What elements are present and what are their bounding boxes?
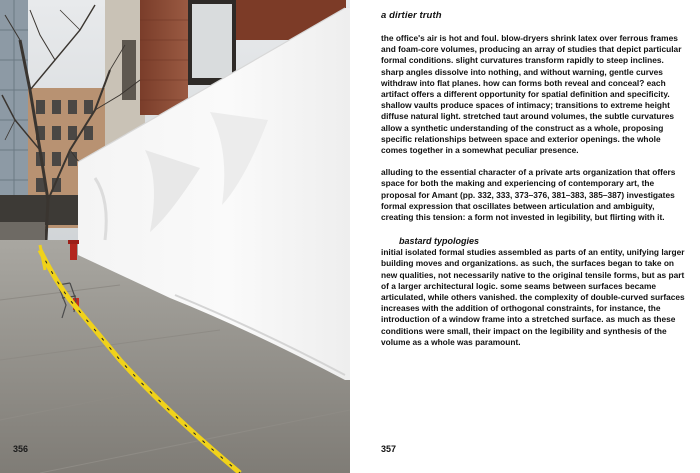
section-heading: a dirtier truth [381, 10, 442, 21]
page-number-left: 356 [13, 444, 29, 454]
window-reflection [192, 4, 232, 78]
text-column [381, 10, 686, 348]
stone-window [122, 40, 136, 100]
brick-facade [140, 0, 188, 115]
subsection-heading: bastard typologies [399, 236, 480, 247]
paragraph-1: the office's air is hot and foul. blow-dryers shrink latex over ferrous frames and foam-core volumes, producing an array of studies that depict particular formal conditions. slight curvatures transform rapidly to steep inclines. sharp angles dissolve into nothing, and without warning, gentle curves withdraw into flat planes. how can forms both reveal and conceal? each artifact offers a different opportunity for spatial definition and specificity. shallow vaults produce spaces of intimacy; transitions to extreme height diffuse natural light. stretched taut around volumes, the subtle curvatures allow a synthetic understanding of the construct as a whole, proposing specific relationships between space and exterior openings. the whole comes together in a somewhat peculiar presence. [381, 33, 682, 156]
paragraph-2: alluding to the essential character of a private arts organization that offers space for both the making and experiencing of contemporary art, the proposal for Amant (pp. 332, 333, 373–376, 381–383, 385–387) investigates formal expression that oscillates between articulation and ambiguity, creating this tension: a form not invested in legibility, but flirting with it. [381, 167, 676, 223]
page-number-right: 357 [381, 444, 397, 454]
street [0, 222, 45, 240]
storefront [0, 195, 80, 225]
paragraph-3: initial isolated formal studies assembled as parts of an entity, unifying larger building moves and organizations. as such, the surfaces began to take on new qualities, not necessarily native to the original tensile forms, but as part of a larger architectural logic. some seams between surfaces became articulated, while others vanished. the complexity of double-curved surfaces increases with the addition of orthogonal constraints, for instance, the introduction of a window frame into a stretched surface. as much as these conditions were small, their impact on the legibility and synthesis of the volume as a whole was paramount. [381, 247, 685, 347]
